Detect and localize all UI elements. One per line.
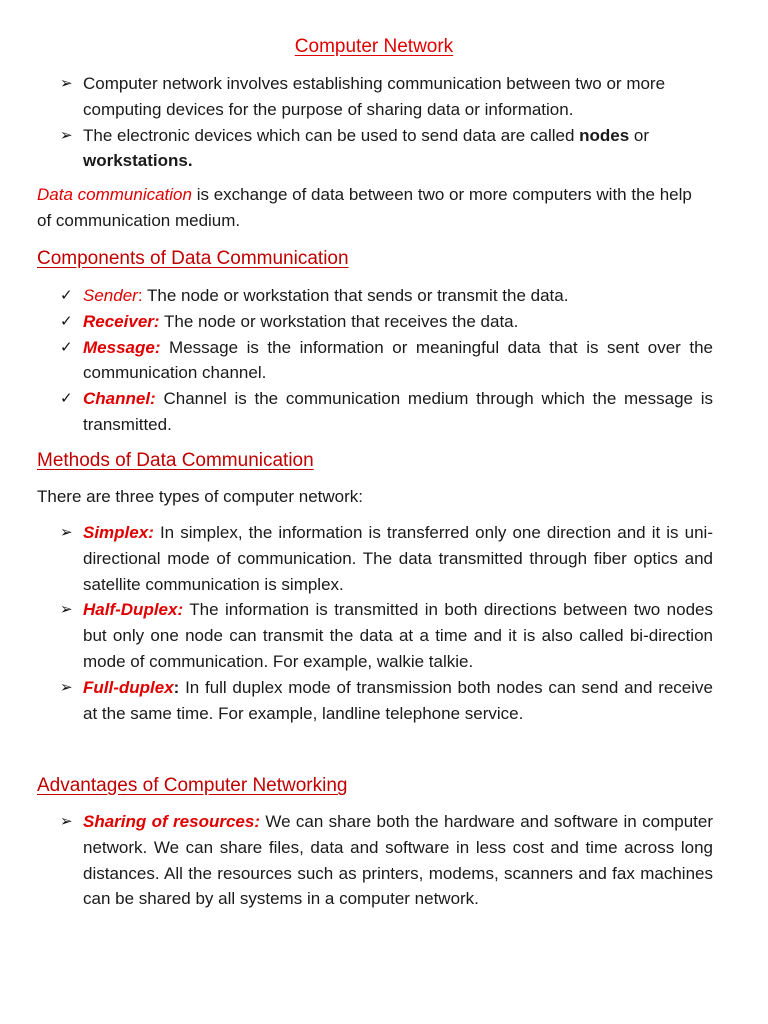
checkmark-icon: ✓ (60, 390, 73, 408)
checkmark-icon: ✓ (60, 338, 73, 356)
arrow-bullet-icon: ➢ (60, 601, 73, 619)
arrow-bullet-icon: ➢ (60, 678, 73, 696)
list-item: ➢ Half-Duplex: The information is transmitted in both directions between two nodes but only one node can transmit the data at a time and it is also called bi-direction mode of communication. For example, walkie talkie. (0, 597, 713, 674)
list-item: ✓ Receiver: The node or workstation that receives the data. (0, 309, 713, 335)
list-item: ✓ Message: Message is the information or meaningful data that is sent over the communication channel. (0, 335, 713, 387)
arrow-bullet-icon: ➢ (60, 813, 73, 830)
checkmark-icon: ✓ (60, 287, 73, 304)
checkmark-icon: ✓ (60, 312, 73, 330)
list-item: ➢ Full-duplex: In full duplex mode of transmission both nodes can send and receive at the same time. For example, landline telephone service. (0, 675, 713, 727)
methods-heading: Methods of Data Communication (37, 450, 314, 471)
list-item: ✓ Channel: Channel is the communication medium through which the message is transmitted. (0, 386, 713, 438)
page-title: Computer Network (294, 36, 454, 57)
list-item: ✓ Sender: The node or workstation that sends or transmit the data. (0, 283, 713, 309)
methods-list (0, 520, 713, 726)
list-item: ➢ Simplex: In simplex, the information is transferred only one direction and it is uni-directional mode of communication. The data transmitted through fiber optics and satellite communication is simplex. (0, 520, 713, 597)
list-item: ➢ Sharing of resources: We can share both the hardware and software in computer network. We can share files, data and software in less cost and time across long distances. All the resources such as printers, modems, scanners and fax machines can be shared by all systems in a computer network. (0, 809, 713, 912)
list-item: ➢ The electronic devices which can be used to send data are called nodes or workstations. (0, 123, 713, 175)
advantages-list (0, 809, 713, 912)
components-list (0, 283, 713, 438)
advantages-heading: Advantages of Computer Networking (37, 775, 348, 796)
methods-intro: There are three types of computer network: (37, 487, 363, 506)
definition-paragraph: Data communication is exchange of data between two or more computers with the help of communication medium. (37, 185, 692, 230)
arrow-bullet-icon: ➢ (60, 524, 73, 541)
arrow-bullet-icon: ➢ (60, 126, 73, 144)
components-heading: Components of Data Communication (37, 248, 349, 269)
list-item: ➢ Computer network involves establishing communication between two or more computing devices for the purpose of sharing data or information. (0, 71, 713, 123)
arrow-bullet-icon: ➢ (60, 75, 73, 92)
intro-bullet-list (0, 71, 713, 174)
